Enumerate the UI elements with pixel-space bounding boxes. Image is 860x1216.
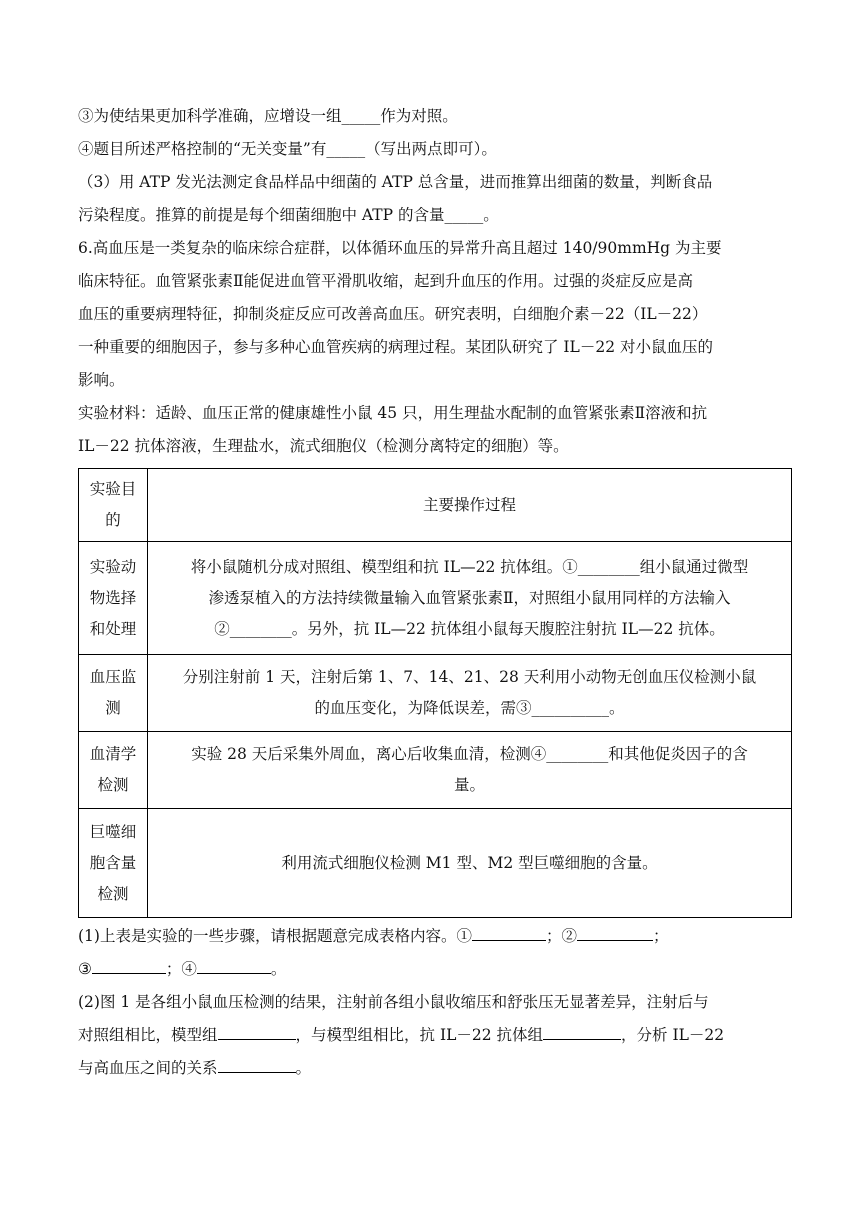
question-1-line-2: [78, 953, 792, 986]
question-text: 。: [270, 960, 287, 978]
question-text: ；②: [545, 927, 577, 945]
question-2-line-2: [78, 1019, 792, 1052]
cell-line: 量。: [453, 776, 485, 794]
question-line: 一种重要的细胞因子，参与多种心血管疾病的病理过程。某团队研究了 IL－22 对小鼠血压的: [78, 338, 713, 356]
row-label: 物选择: [89, 588, 137, 607]
experiment-table: [78, 468, 792, 918]
question-line: 6.高血压是一类复杂的临床综合症群，以体循环血压的异常升高且超过 140/90mmHg 为主要: [78, 239, 722, 257]
question-2-line-1: (2)图 1 是各组小鼠血压检测的结果，注射前各组小鼠收缩压和舒张压无显著差异，注射后与: [78, 993, 709, 1011]
row-label: 和处理: [89, 619, 137, 638]
header-text: 实验目: [89, 480, 137, 498]
questions-block: [78, 920, 792, 1085]
table-row: [79, 542, 792, 655]
question-1-line-1: [78, 920, 792, 953]
row-label: 胞含量: [89, 853, 137, 872]
question-line: ④题目所述严格控制的“无关变量”有_____（写出两点即可）。: [78, 140, 497, 158]
question-line: 实验材料：适龄、血压正常的健康雄性小鼠 45 只，用生理盐水配制的血管紧张素Ⅱ溶液和抗: [78, 404, 708, 422]
row-label: 检测: [97, 884, 129, 903]
row-label: 血压监: [89, 668, 137, 686]
question-text: ；: [652, 927, 669, 945]
question-text: 与高血压之间的关系: [78, 1059, 218, 1077]
answer-blank-5[interactable]: [218, 1025, 296, 1040]
question-line: IL－22 抗体溶液，生理盐水，流式细胞仪（检测分离特定的细胞）等。: [78, 437, 569, 455]
question-text: ；④: [165, 960, 197, 978]
top-paragraphs: [78, 100, 792, 463]
row-content-cell: [148, 655, 792, 732]
cell-line: ②________。另外，抗 IL—22 抗体组小鼠每天腹腔注射抗 IL—22 抗体。: [214, 619, 725, 638]
row-label-cell: [79, 732, 148, 809]
cell-line: 的血压变化，为降低误差，需③__________。: [314, 699, 625, 717]
cell-line: 渗透泵植入的方法持续微量输入血管紧张素Ⅱ，对照组小鼠用同样的方法输入: [208, 588, 731, 607]
question-line: 血压的重要病理特征，抑制炎症反应可改善高血压。研究表明，白细胞介素－22（IL－22）: [78, 305, 708, 323]
row-label-cell: [79, 655, 148, 732]
question-line: 临床特征。血管紧张素Ⅱ能促进血管平滑肌收缩，起到升血压的作用。过强的炎症反应是高: [78, 272, 694, 290]
cell-line: 将小鼠随机分成对照组、模型组和抗 IL—22 抗体组。①________组小鼠通过微型: [190, 557, 749, 576]
answer-blank-2[interactable]: [577, 926, 653, 941]
row-label: 测: [105, 699, 121, 717]
cell-line: 实验 28 天后采集外周血，离心后收集血清，检测④________和其他促炎因子的含: [191, 745, 748, 763]
question-text: 对照组相比，模型组: [78, 1026, 218, 1044]
table-row: [79, 809, 792, 918]
question-2-line-3: [78, 1052, 792, 1085]
answer-blank-3[interactable]: [92, 959, 166, 974]
header-text: 的: [105, 511, 121, 529]
table-row: [79, 655, 792, 732]
question-text: ③: [78, 960, 92, 978]
row-label-cell: [79, 542, 148, 655]
table-row: [79, 732, 792, 809]
question-line: 污染程度。推算的前提是每个细菌细胞中 ATP 的含量_____。: [78, 206, 499, 224]
answer-blank-4[interactable]: [197, 959, 271, 974]
row-label: 检测: [97, 776, 129, 794]
table-header-row: [79, 469, 792, 542]
cell-line: 利用流式细胞仪检测 M1 型、M2 型巨噬细胞的含量。: [281, 853, 658, 872]
question-text: (1)上表是实验的一些步骤，请根据题意完成表格内容。①: [78, 927, 472, 945]
question-text: 。: [295, 1059, 312, 1077]
document-page: [78, 100, 792, 1085]
question-text: ，分析 IL－22: [621, 1026, 725, 1044]
question-line: （3）用 ATP 发光法测定食品样品中细菌的 ATP 总含量，进而推算出细菌的数量，判断食品: [78, 173, 713, 191]
answer-blank-7[interactable]: [218, 1058, 296, 1073]
header-cell-purpose: [79, 469, 148, 542]
question-text: ，与模型组相比，抗 IL－22 抗体组: [295, 1026, 544, 1044]
answer-blank-1[interactable]: [472, 926, 546, 941]
header-cell-operation: 主要操作过程: [148, 469, 792, 542]
row-content-cell: [148, 809, 792, 918]
cell-line: 分别注射前 1 天，注射后第 1、7、14、21、28 天利用小动物无创血压仪检测小鼠: [182, 668, 757, 686]
row-label-cell: [79, 809, 148, 918]
answer-blank-6[interactable]: [543, 1025, 621, 1040]
row-label: 血清学: [89, 745, 137, 763]
question-line: ③为使结果更加科学准确，应增设一组_____作为对照。: [78, 107, 458, 125]
row-label: 实验动: [89, 557, 137, 576]
row-content-cell: [148, 732, 792, 809]
row-label: 巨噬细: [89, 822, 137, 841]
row-content-cell: [148, 542, 792, 655]
question-line: 影响。: [78, 371, 125, 389]
